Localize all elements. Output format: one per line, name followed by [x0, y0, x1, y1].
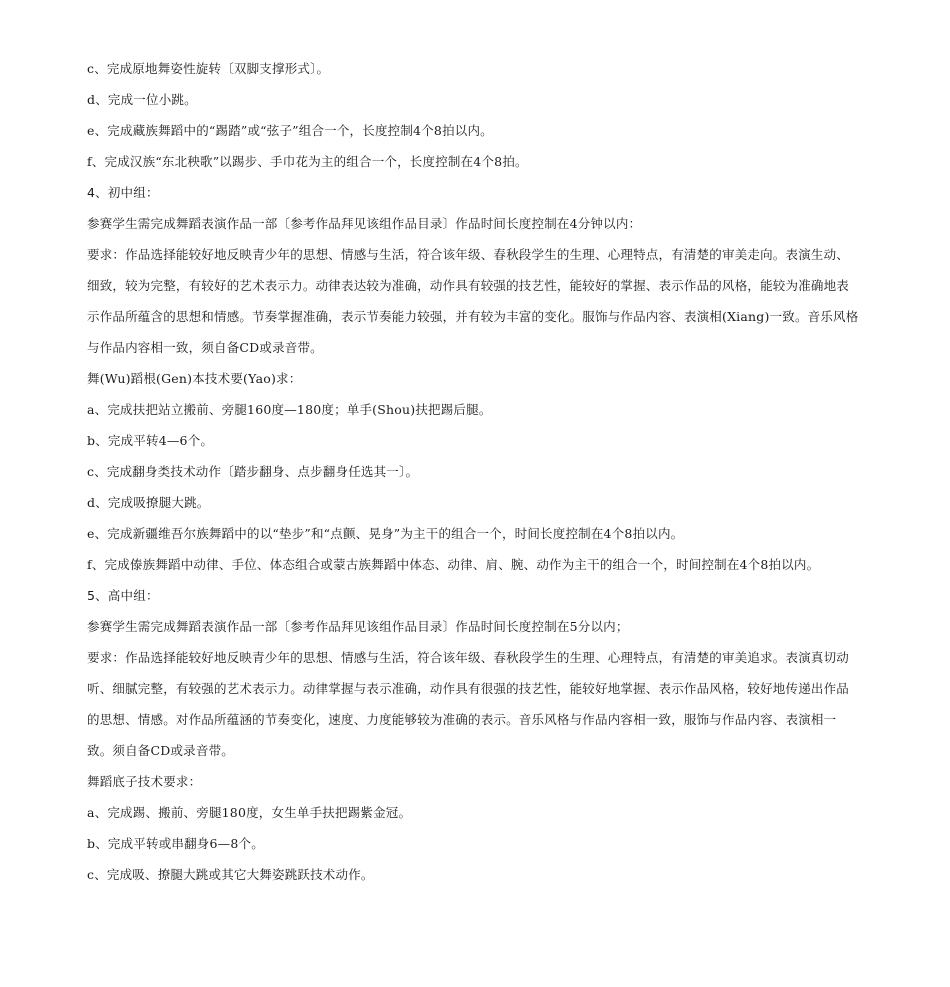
junior-high-item-a: a、完成扶把站立搬前、旁腿160度—180度；单手(Shou)扶把踢后腿。: [87, 402, 492, 417]
senior-high-item-c: c、完成吸、撩腿大跳或其它大舞姿跳跃技术动作。: [87, 867, 374, 882]
junior-high-requirements-line-1: 要求：作品选择能较好地反映青少年的思想、情感与生活，符合该年级、春秋段学生的生理、心理特点，有清楚的审美走向。表演生动、: [87, 247, 850, 262]
section-heading-junior-high: 4、初中组：: [87, 185, 159, 200]
junior-high-intro: 参赛学生需完成舞蹈表演作品一部〔参考作品拜见该组作品目录〕作品时间长度控制在4分钟以内：: [87, 216, 642, 231]
senior-high-intro: 参赛学生需完成舞蹈表演作品一部〔参考作品拜见该组作品目录〕作品时间长度控制在5分以内；: [87, 619, 629, 634]
junior-high-item-d: d、完成吸撩腿大跳。: [87, 495, 210, 510]
senior-high-requirements-line-1: 要求：作品选择能较好地反映青少年的思想、情感与生活，符合该年级、春秋段学生的生理、心理特点，有清楚的审美追求。表演真切动: [87, 650, 850, 665]
senior-high-requirements-line-2: 听、细腻完整，有较强的艺术表示力。动律掌握与表示准确，动作具有很强的技艺性，能较好地掌握、表示作品风格，较好地传递出作品: [87, 681, 850, 696]
junior-high-requirements-line-2: 细致，较为完整，有较好的艺术表示力。动律表达较为准确，动作具有较强的技艺性，能较好的掌握、表示作品的风格，能较为准确地表: [87, 278, 850, 293]
item-c-rotation: c、完成原地舞姿性旋转〔双脚支撑形式〕。: [87, 61, 330, 76]
item-e-tibetan-combo: e、完成藏族舞蹈中的“踢踏”或“弦子”组合一个，长度控制4个8拍以内。: [87, 123, 493, 138]
item-f-yangge-combo: f、完成汉族“东北秧歌”以踢步、手巾花为主的组合一个，长度控制在4个8拍。: [87, 154, 528, 169]
senior-high-item-a: a、完成踢、搬前、旁腿180度，女生单手扶把踢紫金冠。: [87, 805, 412, 820]
senior-high-item-b: b、完成平转或串翻身6—8个。: [87, 836, 264, 851]
senior-high-requirements-line-4: 致。须自备CD或录音带。: [87, 743, 234, 758]
junior-high-item-e: e、完成新疆维吾尔族舞蹈中的以“垫步”和“点颤、晃身”为主干的组合一个，时间长度控制在4个8拍以内。: [87, 526, 684, 541]
section-heading-senior-high: 5、高中组：: [87, 588, 159, 603]
junior-high-requirements-line-4: 与作品内容相一致，须自备CD或录音带。: [87, 340, 323, 355]
item-d-small-jump: d、完成一位小跳。: [87, 92, 197, 107]
senior-high-technique-heading: 舞蹈底子技术要求：: [87, 774, 202, 789]
senior-high-requirements-line-3: 的思想、情感。对作品所蕴涵的节奏变化，速度、力度能够较为准确的表示。音乐风格与作品内容相一致，服饰与作品内容、表演相一: [87, 712, 837, 727]
document-page: [87, 53, 887, 890]
junior-high-item-f: f、完成傣族舞蹈中动律、手位、体态组合或蒙古族舞蹈中体态、动律、肩、腕、动作为主干的组合一个，时间控制在4个8拍以内。: [87, 557, 820, 572]
junior-high-item-c: c、完成翻身类技术动作〔踏步翻身、点步翻身任选其一〕。: [87, 464, 419, 479]
junior-high-technique-heading: 舞(Wu)蹈根(Gen)本技术要(Yao)求：: [87, 371, 302, 386]
junior-high-requirements-line-3: 示作品所蕴含的思想和情感。节奏掌握准确，表示节奏能力较强，并有较为丰富的变化。服饰与作品内容、表演相(Xiang)一致。音乐风格: [87, 309, 859, 324]
junior-high-item-b: b、完成平转4—6个。: [87, 433, 214, 448]
